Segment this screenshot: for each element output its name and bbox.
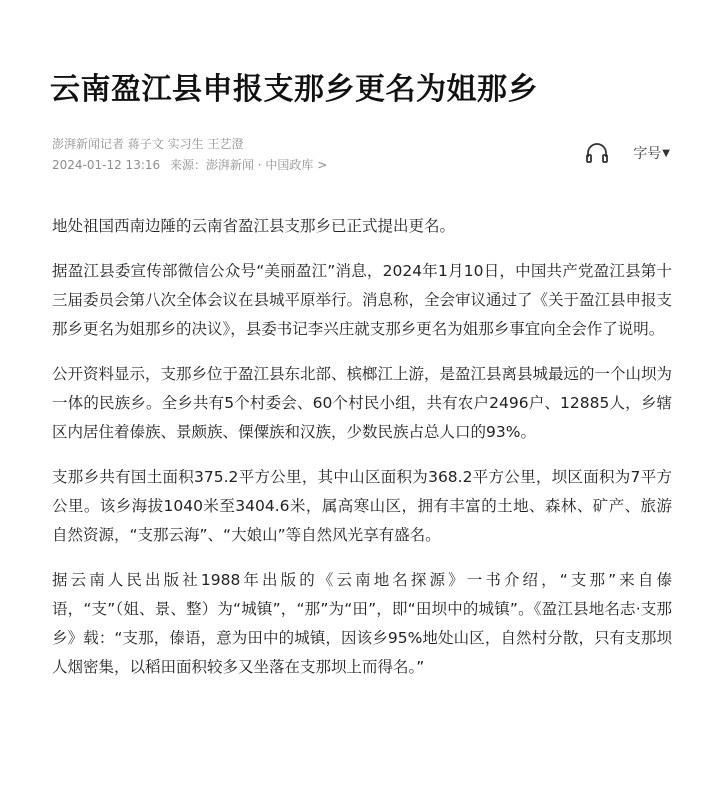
article-body	[52, 212, 672, 698]
source-label: 来源：	[169, 158, 206, 172]
paragraph: 据云南人民出版社1988年出版的《云南地名探源》一书介绍，“支那”来自傣语，“支”（姐、景、整）为“城镇”，“那”为“田”，即“田坝中的城镇”。《盈江县地名志·支那乡》载：“支那，傣语，意为田中的城镇，因该乡95%地处山区，自然村分散，只有支那坝人烟密集，以稻田面积较多又坐落在支那坝上而得名。”	[52, 571, 672, 676]
headphones-icon[interactable]	[585, 142, 609, 164]
byline: 澎湃新闻记者 蒋子文 实习生 王艺澄	[52, 137, 244, 151]
paragraph: 公开资料显示，支那乡位于盈江县东北部、槟榔江上游，是盈江县离县城最远的一个山坝为一体的民族乡。全乡共有5个村委会、60个村民小组，共有农户2496户、12885人，乡辖区内居住着傣族、景颇族、傈僳族和汉族，少数民族占总人口的93%。	[52, 365, 673, 441]
publish-info	[52, 155, 333, 176]
font-size-label: 字号	[633, 146, 662, 162]
paragraph: 据盈江县委宣传部微信公众号“美丽盈江”消息，2024年1月10日，中国共产党盈江县第十三届委员会第八次全体会议在县城平原举行。消息称，全会审议通过了《关于盈江县申报支那乡更名为姐那乡的决议》，县委书记李兴庄就支那乡更名为姐那乡事宜向全会作了说明。	[52, 262, 673, 338]
article-tools	[585, 142, 670, 164]
font-size-button[interactable]	[633, 143, 670, 163]
article-meta	[52, 134, 333, 176]
paragraph: 地处祖国西南边陲的云南省盈江县支那乡已正式提出更名。	[52, 217, 456, 235]
paragraph: 支那乡共有国土面积375.2平方公里，其中山区面积为368.2平方公里，坝区面积为7平方公里。该乡海拔1040米至3404.6米，属高寒山区，拥有丰富的土地、森林、矿产、旅游自然资源，“支那云海”、“大娘山”等自然风光享有盛名。	[52, 468, 672, 544]
source-link[interactable]: 澎湃新闻 · 中国政库 >	[205, 158, 328, 172]
caret-down-icon: ▼	[662, 147, 670, 159]
article-title: 云南盈江县申报支那乡更名为姐那乡	[50, 72, 538, 108]
publish-datetime: 2024-01-12 13:16	[52, 158, 161, 172]
